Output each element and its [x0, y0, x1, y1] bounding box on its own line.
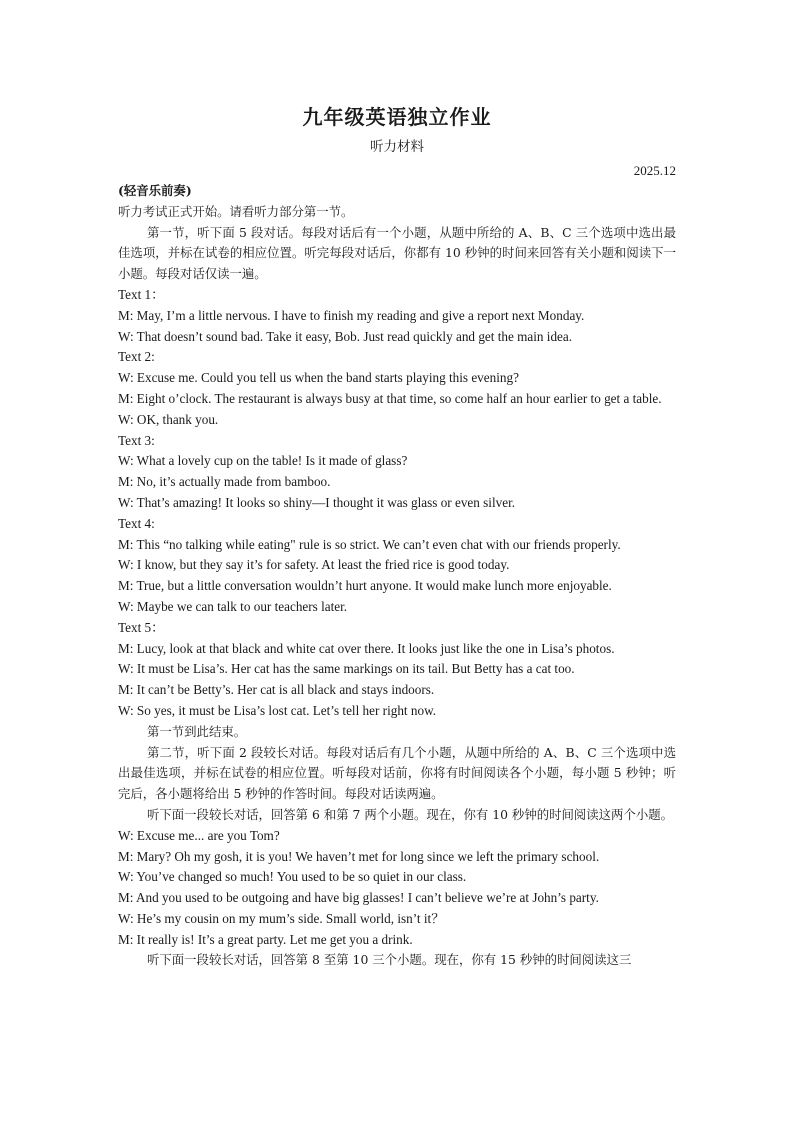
text5-label: Text 5： — [118, 619, 165, 635]
dialogue-line: M: This “no talking while eating" rule is so strict. We can’t even chat with our friends properly. — [118, 536, 621, 552]
document-title: 九年级英语独立作业 — [302, 105, 492, 129]
dialogue-line: M: Eight o’clock. The restaurant is always busy at that time, so come half an hour earlier to get a table. — [118, 390, 662, 406]
text2-label: Text 2: — [118, 349, 155, 365]
section1-end: 第一节到此结束。 — [147, 723, 247, 739]
start-instruction: 听力考试正式开始。请看听力部分第一节。 — [118, 203, 354, 219]
dialog2-intro: 听下面一段较长对话，回答第 8 至第 10 三个小题。现在，你有 15 秒钟的时间阅读这三 — [147, 952, 632, 968]
dialogue-line: W: That’s amazing! It looks so shiny—I thought it was glass or even silver. — [118, 494, 516, 510]
music-note: (轻音乐前奏) — [118, 183, 192, 198]
dialogue-line: W: What a lovely cup on the table! Is it made of glass? — [118, 453, 408, 469]
dialogue-line: W: That doesn’t sound bad. Take it easy, Bob. Just read quickly and get the main idea. — [118, 328, 573, 344]
document-subtitle: 听力材料 — [370, 139, 424, 155]
dialogue-line: M: It really is! It’s a great party. Let me get you a drink. — [118, 931, 413, 947]
dialogue-line: W: I know, but they say it’s for safety. At least the fried rice is good today. — [118, 557, 510, 573]
dialogue-line: M: No, it’s actually made from bamboo. — [118, 474, 331, 490]
dialogue-line: W: Excuse me... are you Tom? — [118, 827, 280, 843]
dialogue-line: W: He’s my cousin on my mum’s side. Small world, isn’t it？ — [118, 910, 445, 926]
section2-instructions: 第二节，听下面 2 段较长对话。每段对话后有几个小题，从题中所给的 A、B、C 三个选项中选出最佳选项，并标在试卷的相应位置。听每段对话前，你将有时间阅读各个小题，每小题 5 秒钟；听完后，各小题将给出 5 秒钟的作答时间。每段对话读两遍。 — [118, 744, 676, 802]
dialogue-line: W: You’ve changed so much! You used to be so quiet in our class. — [118, 869, 467, 885]
dialogue-line: W: Excuse me. Could you tell us when the band starts playing this evening? — [118, 370, 519, 386]
dialogue-line: W: OK, thank you. — [118, 411, 219, 427]
text4-label: Text 4: — [118, 515, 155, 531]
dialogue-line: M: Lucy, look at that black and white cat over there. It looks just like the one in Lisa’s photos. — [118, 640, 615, 656]
dialogue-line: W: So yes, it must be Lisa’s lost cat. Let’s tell her right now. — [118, 702, 437, 718]
dialogue-line: M: Mary? Oh my gosh, it is you! We haven’t met for long since we left the primary school. — [118, 848, 600, 864]
dialogue-line: W: Maybe we can talk to our teachers later. — [118, 598, 348, 614]
dialogue-line: M: It can’t be Betty’s. Her cat is all black and stays indoors. — [118, 682, 435, 698]
dialogue-line: M: True, but a little conversation wouldn’t hurt anyone. It would make lunch more enjoyable. — [118, 578, 612, 594]
section1-instructions: 第一节，听下面 5 段对话。每段对话后有一个小题，从题中所给的 A、B、C 三个选项中选出最佳选项，并标在试卷的相应位置。听完每段对话后，你都有 10 秒钟的时间来回答有关小题和阅读下一小题。每段对话仅读一遍。 — [118, 224, 676, 282]
text3-label: Text 3: — [118, 432, 155, 448]
dialogue-line: M: And you used to be outgoing and have big glasses! I can’t believe we’re at John’s party. — [118, 890, 599, 906]
dialogue-line: M: May, I’m a little nervous. I have to finish my reading and give a report next Monday. — [118, 307, 585, 323]
dialog1-intro: 听下面一段较长对话，回答第 6 和第 7 两个小题。现在，你有 10 秒钟的时间阅读这两个小题。 — [147, 806, 674, 822]
text1-label: Text 1： — [118, 286, 165, 302]
document-date: 2025.12 — [633, 163, 676, 178]
dialogue-line: W: It must be Lisa’s. Her cat has the same markings on its tail. But Betty has a cat too. — [118, 661, 575, 677]
document-page — [118, 103, 676, 971]
